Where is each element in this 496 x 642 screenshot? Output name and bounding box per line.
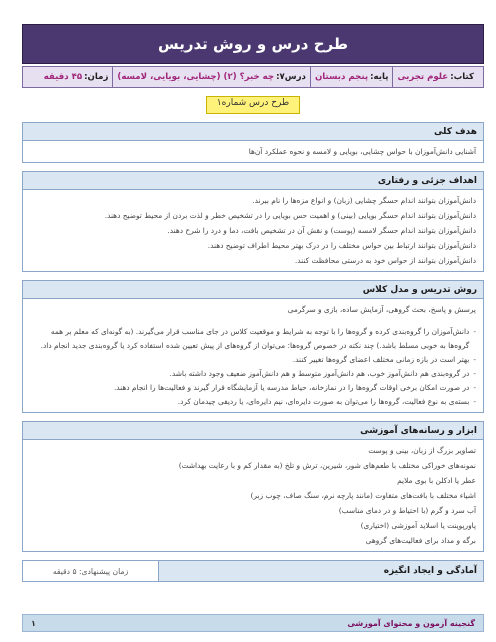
tools-heading: ابزار و رسانه‌های آموزشی [23,422,483,440]
methods-bullet [30,367,476,381]
general-goal-section [22,122,484,163]
methods-bullet [30,395,476,409]
lesson-info [112,67,310,87]
tool-item: عطر یا ادکلن با بوی ملایم [397,476,476,485]
motivation-heading: آمادگی و ایجاد انگیزه [159,561,483,581]
lesson-label: درس۷: [276,72,306,82]
bullet-marker: - [473,383,476,392]
methods-bullet-text: دانش‌آموزان را گروه‌بندی کرده و گروه‌ها را با توجه به شرایط و موقعیت کلاس در جای مناسب قرار می‌گیرند. (به گونه‌ای که معلم بر همه گروه‌ها به خوبی مسلط باشد.) چند نکته در خصوص گروه‌ها: می‌توان از گروه‌های از پیش تعیین شده استفاده کرد یا گروه‌بندی جدید انجام داد. [40,327,470,350]
grade-info [310,67,392,87]
methods-body [23,299,483,412]
footer-brand: گنجینه آزمون و محتوای آموزشی [347,618,475,628]
page-footer [22,614,484,632]
time-value: ۴۵ دقیقه [43,72,83,82]
bullet-marker: - [473,327,476,336]
course-info-bar [22,66,484,88]
page-number: ۱ [31,618,36,628]
general-goal-text: آشنایی دانش‌آموزان با حواس چشایی، بویایی و لامسه و نحوه عملکرد آن‌ها [248,147,476,156]
bullet-marker: - [473,355,476,364]
tool-item: پاورپوینت یا اسلاید آموزشی (اختیاری) [360,521,476,530]
time-label: زمان: [84,72,109,82]
methods-bullet-text: در صورت امکان برخی اوقات گروه‌ها را در نمازخانه، حیاط مدرسه یا آزمایشگاه قرار گیرند و فعالیت‌ها را انجام دهند. [113,383,470,392]
motivation-time: زمان پیشنهادی: ۵ دقیقه [23,561,159,581]
methods-bullet-text: در گروه‌بندی هم دانش‌آموز خوب، هم دانش‌آموز متوسط و هم دانش‌آموز ضعیف وجود داشته باشد. [169,369,470,378]
methods-bullet-text: بهتر است در بازه زمانی مختلف اعضای گروه‌ها تغییر کنند. [292,355,470,364]
partial-goal-item: دانش‌آموزان بتوانند اندام حسگر چشایی (زبان) و انواع مزه‌ها را نام ببرند. [252,196,476,205]
time-info [40,67,113,87]
lesson-value: چه خبر؟ (۲) (چشایی، بویایی، لامسه) [117,72,275,82]
partial-goals-section [22,171,484,272]
book-label: کتاب: [450,72,474,82]
methods-intro: پرسش و پاسخ، بحث گروهی، آزمایش ساده، بازی و سرگرمی [287,305,476,314]
tool-item: برگه و مداد برای فعالیت‌های گروهی [365,536,476,545]
bullet-marker: - [473,369,476,378]
methods-bullet [30,353,476,367]
plan-number-label: طرح درس شماره۱ [206,96,300,114]
methods-bullet [30,325,476,353]
partial-goals-body [23,190,483,271]
general-goal-heading: هدف کلی [23,123,483,141]
plan-label-row [22,96,484,114]
grade-value: پنجم دبستان [314,72,369,82]
tool-item: اشیاء مختلف با بافت‌های متفاوت (مانند پارچه نرم، سنگ صاف، چوب زبر) [250,491,476,500]
tools-body [23,440,483,551]
partial-goals-heading: اهداف جزئی و رفتاری [23,172,483,190]
partial-goal-item: دانش‌آموزان بتوانند اندام حسگر بویایی (بینی) و اهمیت حس بویایی را در تشخیص خطر و لذت بردن از محیط توضیح دهند. [104,211,476,220]
spacer [30,317,476,325]
methods-bullet-text: بسته‌ی به نوع فعالیت، گروه‌ها را می‌توان به صورت دایره‌ای، نیم دایره‌ای، یا ردیفی چیدمان کرد. [177,397,470,406]
partial-goal-item: دانش‌آموزان بتوانند از حواس خود به درستی محافظت کنند. [294,256,476,265]
grade-label: پایه: [370,72,389,82]
tool-item: آب سرد و گرم (با احتیاط و در دمای مناسب) [338,506,476,515]
bullet-marker: - [473,397,476,406]
partial-goal-item: دانش‌آموزان بتوانند اندام حسگر لامسه (پوست) و نقش آن در تشخیص بافت، دما و درد را شرح دهند. [167,226,476,235]
partial-goal-item: دانش‌آموزان بتوانند ارتباط بین حواس مختلف را در درک بهتر محیط اطراف توضیح دهند. [207,241,476,250]
page-title: طرح درس و روش تدریس [22,24,484,64]
lesson-plan-page [22,24,484,582]
tool-item: تصاویر بزرگ از زبان، بینی و پوست [368,446,476,455]
book-info [392,67,478,87]
methods-bullet [30,381,476,395]
tool-item: نمونه‌های خوراکی مختلف با طعم‌های شور، شیرین، ترش و تلخ (به مقدار کم و با رعایت بهداشت) [178,461,476,470]
motivation-section [22,560,484,582]
methods-heading: روش تدریس و مدل کلاس [23,281,483,299]
book-value: علوم تجربی [397,72,449,82]
tools-section [22,421,484,552]
general-goal-body [23,141,483,162]
methods-section [22,280,484,413]
